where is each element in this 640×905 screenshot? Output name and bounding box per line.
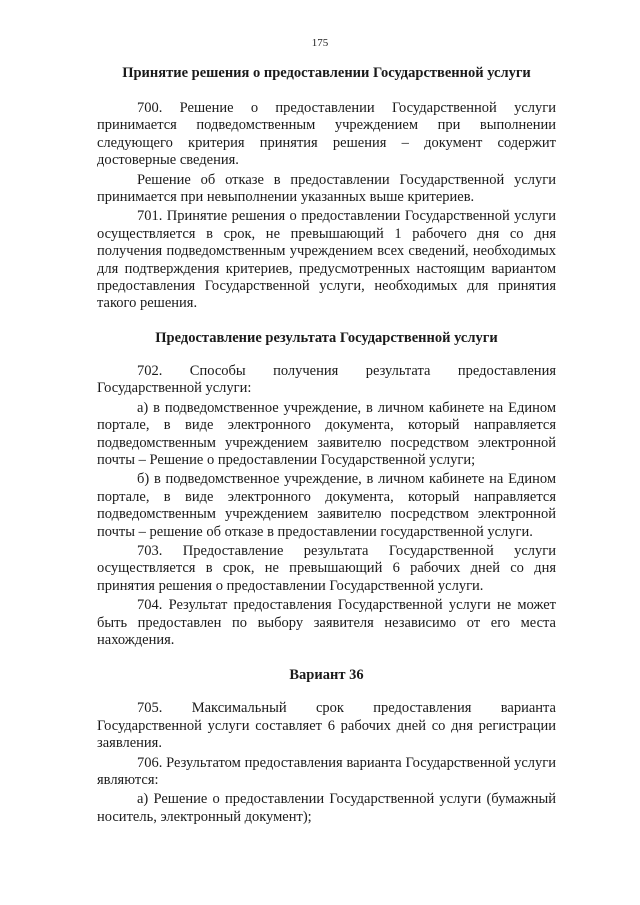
paragraph-702: 702. Способы получения результата предоставления Государственной услуги: — [97, 362, 556, 397]
section-heading-variant-36: Вариант 36 — [289, 667, 364, 684]
section-heading-decision: Принятие решения о предоставлении Государственной услуги — [122, 65, 531, 81]
paragraph-701: 701. Принятие решения о предоставлении Государственной услуги осуществляется в срок, не превышающий 1 рабочего дня со дня получения подведомственным учреждением всех сведений, необходимых для подтверждения критериев, предусмотренных настоящим вариантом предоставления Государственной услуги, необходимых для принятия такого решения. — [97, 208, 556, 312]
paragraph-702-a: а) в подведомственное учреждение, в личном кабинете на Едином портале, в виде электронного документа, который направляется подведомственным учреждением заявителю посредством электронной почты – Решение о предоставлении Государственной услуги; — [97, 399, 556, 468]
paragraph-700: 700. Решение о предоставлении Государственной услуги принимается подведомственным учреждением при выполнении следующего критерия принятия решения – документ содержит достоверные сведения. — [97, 100, 556, 169]
paragraph-704: 704. Результат предоставления Государственной услуги не может быть предоставлен по выбору заявителя независимо от его места нахождения. — [97, 597, 556, 648]
paragraph-refusal: Решение об отказе в предоставлении Государственной услуги принимается при невыполнении указанных выше критериев. — [97, 171, 556, 206]
paragraph-706: 706. Результатом предоставления варианта Государственной услуги являются: — [97, 754, 556, 788]
paragraph-702-b: б) в подведомственное учреждение, в личном кабинете на Едином портале, в виде электронного документа, который направляется подведомственным учреждением заявителю посредством электронной почты – решение об отказе в предоставлении государственной услуги. — [97, 471, 556, 540]
page-number: 175 — [311, 37, 329, 49]
paragraph-705: 705. Максимальный срок предоставления варианта Государственной услуги составляет 6 рабочих дней со дня регистрации заявления. — [97, 700, 556, 752]
document-body — [97, 60, 556, 826]
section-heading-result: Предоставление результата Государственной услуги — [155, 329, 498, 346]
paragraph-706-a: а) Решение о предоставлении Государственной услуги (бумажный носитель, электронный документ); — [97, 791, 556, 825]
paragraph-703: 703. Предоставление результата Государственной услуги осуществляется в срок, не превышающий 6 рабочих дней со дня принятия решения о предоставлении Государственной услуги. — [97, 542, 556, 594]
